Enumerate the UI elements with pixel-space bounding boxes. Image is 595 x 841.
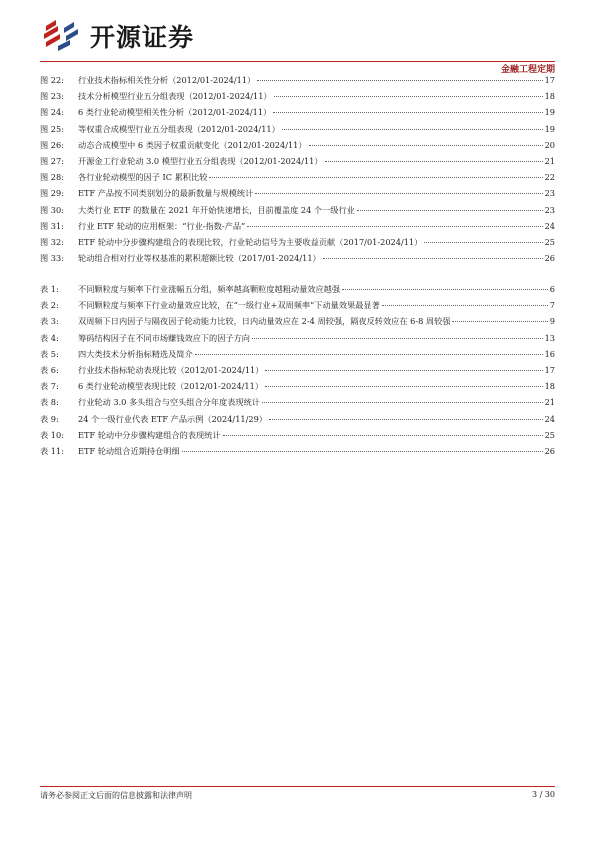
table-entry-page-number: 18 bbox=[544, 381, 555, 392]
table-entry[interactable] bbox=[40, 313, 555, 329]
figure-entry-title: ETF 轮动中分步骤构建组合的表现比较，行业轮动信号为主要收益贡献（2017/01-2024/11） bbox=[78, 236, 423, 247]
table-entry-page-number: 6 bbox=[549, 284, 555, 294]
dot-leader bbox=[357, 210, 543, 211]
table-entry-page-number: 24 bbox=[544, 413, 555, 424]
figure-entry[interactable] bbox=[40, 218, 555, 234]
figure-entry[interactable] bbox=[40, 88, 555, 104]
header-divider bbox=[40, 61, 555, 62]
page-number: 3 / 30 bbox=[531, 790, 555, 799]
table-list bbox=[40, 281, 555, 459]
table-entry-page-number: 7 bbox=[549, 300, 555, 311]
dot-leader bbox=[282, 129, 543, 130]
dot-leader bbox=[269, 419, 543, 420]
figure-entry[interactable] bbox=[40, 234, 555, 250]
table-entry-label: 表 4: bbox=[40, 332, 59, 343]
figure-entry-page-number: 23 bbox=[544, 188, 555, 199]
figure-entry[interactable] bbox=[40, 153, 555, 169]
company-logo bbox=[40, 14, 194, 58]
disclaimer-text: 请务必参阅正文后面的信息披露和法律声明 bbox=[40, 791, 192, 800]
table-entry-title: 6 类行业轮动模型表现比较（2012/01-2024/11） bbox=[78, 381, 264, 392]
table-entry[interactable] bbox=[40, 443, 555, 459]
table-entry-label: 表 8: bbox=[40, 397, 59, 408]
figure-entry-label: 图 28: bbox=[40, 172, 64, 183]
table-entry-label: 表 11: bbox=[40, 445, 64, 456]
figure-entry-page-number: 23 bbox=[544, 204, 555, 215]
figure-entry-title: 轮动组合相对行业等权基准的累积超额比较（2017/01-2024/11） bbox=[78, 253, 321, 264]
table-entry-page-number: 9 bbox=[549, 316, 555, 327]
table-entry-label: 表 3: bbox=[40, 316, 59, 327]
table-entry[interactable] bbox=[40, 427, 555, 443]
table-entry-title: 不同颗粒度与频率下行业涨幅五分组，频率越高颗粒度越粗动量效应越强 bbox=[78, 284, 341, 294]
table-entry-page-number: 16 bbox=[544, 348, 555, 359]
figure-entry-title: 行业技术指标相关性分析（2012/01-2024/11） bbox=[78, 75, 256, 85]
table-entry-title: 不同颗粒度与频率下行业动量效应比较，在“一级行业+双周频率”下动量效果最显著 bbox=[78, 300, 380, 311]
dot-leader bbox=[265, 386, 543, 387]
dot-leader bbox=[273, 112, 542, 113]
dot-leader bbox=[247, 226, 542, 227]
dot-leader bbox=[252, 338, 543, 339]
figure-entry-label: 图 22: bbox=[40, 75, 64, 85]
figure-entry[interactable] bbox=[40, 104, 555, 120]
figure-entry-page-number: 18 bbox=[544, 91, 555, 102]
figure-entry-title: ETF 产品按不同类别划分的最新数量与规模统计 bbox=[78, 188, 254, 199]
figure-entry-label: 图 29: bbox=[40, 188, 64, 199]
figure-entry[interactable] bbox=[40, 202, 555, 218]
figure-entry-page-number: 19 bbox=[544, 107, 555, 118]
figure-entry-page-number: 17 bbox=[544, 75, 555, 85]
figure-entry-page-number: 25 bbox=[544, 236, 555, 247]
figure-entry[interactable] bbox=[40, 121, 555, 137]
table-entry-label: 表 1: bbox=[40, 284, 59, 294]
dot-leader bbox=[342, 289, 548, 290]
figure-entry[interactable] bbox=[40, 169, 555, 185]
table-entry-label: 表 7: bbox=[40, 381, 59, 392]
table-entry-label: 表 6: bbox=[40, 364, 59, 375]
figure-entry-title: 技术分析模型行业五分组表现（2012/01-2024/11） bbox=[78, 91, 272, 102]
figure-entry-title: 开源金工行业轮动 3.0 模型行业五分组表现（2012/01-2024/11） bbox=[78, 155, 323, 166]
table-entry-title: 四大类技术分析指标精选及简介 bbox=[78, 348, 193, 359]
dot-leader bbox=[325, 161, 543, 162]
table-entry-title: 24 个一级行业代表 ETF 产品示例（2024/11/29） bbox=[78, 413, 267, 424]
figure-entry[interactable] bbox=[40, 137, 555, 153]
dot-leader bbox=[262, 402, 543, 403]
figure-entry[interactable] bbox=[40, 185, 555, 201]
dot-leader bbox=[424, 242, 542, 243]
table-entry-label: 表 2: bbox=[40, 300, 59, 311]
table-entry[interactable] bbox=[40, 281, 555, 297]
table-entry[interactable] bbox=[40, 411, 555, 427]
figure-entry-title: 6 类行业轮动模型相关性分析（2012/01-2024/11） bbox=[78, 107, 272, 118]
figure-entry-label: 图 27: bbox=[40, 155, 64, 166]
table-entry-title: 双周频下日内因子与隔夜因子轮动能力比较，日内动量效应在 2-4 周较强，隔夜反转效应在 6-8 周较强 bbox=[78, 316, 451, 327]
table-entry-page-number: 17 bbox=[544, 364, 555, 375]
figure-entry-title: 大类行业 ETF 的数量在 2021 年开始快速增长，目前覆盖度 24 个一级行业 bbox=[78, 204, 355, 215]
figure-entry-page-number: 24 bbox=[544, 220, 555, 231]
figure-entry-label: 图 26: bbox=[40, 139, 64, 150]
figure-entry-page-number: 19 bbox=[544, 123, 555, 134]
dot-leader bbox=[452, 321, 547, 322]
figure-entry-label: 图 31: bbox=[40, 220, 64, 231]
dot-leader bbox=[323, 258, 543, 259]
figure-entry-label: 图 33: bbox=[40, 253, 64, 264]
footer-divider bbox=[40, 786, 555, 787]
table-entry-title: ETF 轮动中分步骤构建组合的表现统计 bbox=[78, 429, 221, 440]
figure-entry-page-number: 22 bbox=[544, 172, 555, 183]
figure-entry-page-number: 20 bbox=[544, 139, 555, 150]
figure-entry-title: 各行业轮动模型的因子 IC 累积比较 bbox=[78, 172, 208, 183]
figure-entry-title: 等权重合成模型行业五分组表现（2012/01-2024/11） bbox=[78, 123, 280, 134]
figure-entry-title: 行业 ETF 轮动的应用框架：“行业-指数-产品” bbox=[78, 220, 246, 231]
table-entry-page-number: 21 bbox=[544, 397, 555, 408]
dot-leader bbox=[274, 96, 543, 97]
table-entry-label: 表 5: bbox=[40, 348, 59, 359]
dot-leader bbox=[209, 177, 542, 178]
figure-entry-page-number: 26 bbox=[544, 253, 555, 264]
table-entry[interactable] bbox=[40, 297, 555, 313]
figure-entry-page-number: 21 bbox=[544, 155, 555, 166]
table-entry[interactable] bbox=[40, 394, 555, 410]
table-entry[interactable] bbox=[40, 362, 555, 378]
dot-leader bbox=[382, 305, 548, 306]
dot-leader bbox=[257, 80, 542, 81]
table-entry[interactable] bbox=[40, 378, 555, 394]
table-entry-title: ETF 轮动组合近期持仓明细 bbox=[78, 445, 180, 456]
figure-entry-label: 图 32: bbox=[40, 236, 64, 247]
figure-entry-label: 图 24: bbox=[40, 107, 64, 118]
figure-entry-label: 图 30: bbox=[40, 204, 64, 215]
table-entry-page-number: 25 bbox=[544, 429, 555, 440]
figure-entry-label: 图 23: bbox=[40, 91, 64, 102]
table-entry-title: 行业轮动 3.0 多头组合与空头组合分年度表现统计 bbox=[78, 397, 260, 408]
page-header bbox=[40, 14, 555, 75]
dot-leader bbox=[265, 370, 542, 371]
table-entry[interactable] bbox=[40, 330, 555, 346]
table-entry-title: 筹码结构因子在不同市场赚钱效应下的因子方向 bbox=[78, 332, 250, 343]
figure-list bbox=[40, 72, 555, 266]
company-name: 开源证券 bbox=[90, 23, 195, 52]
dot-leader bbox=[195, 354, 543, 355]
figure-entry-label: 图 25: bbox=[40, 123, 64, 134]
dot-leader bbox=[255, 193, 542, 194]
dot-leader bbox=[182, 451, 543, 452]
table-entry-page-number: 13 bbox=[544, 332, 555, 343]
dot-leader bbox=[223, 435, 543, 436]
table-entry-label: 表 9: bbox=[40, 413, 59, 424]
table-entry-page-number: 26 bbox=[544, 445, 555, 456]
dot-leader bbox=[309, 145, 543, 146]
figure-entry[interactable] bbox=[40, 72, 555, 88]
table-entry-title: 行业技术指标轮动表现比较（2012/01-2024/11） bbox=[78, 364, 264, 375]
figure-entry-title: 动态合成模型中 6 类因子权重贡献变化（2012/01-2024/11） bbox=[78, 139, 307, 150]
table-entry-label: 表 10: bbox=[40, 429, 64, 440]
company-logo-icon bbox=[40, 16, 84, 56]
report-type-label: 金融工程定期 bbox=[500, 65, 555, 75]
table-entry[interactable] bbox=[40, 346, 555, 362]
figure-entry[interactable] bbox=[40, 250, 555, 266]
